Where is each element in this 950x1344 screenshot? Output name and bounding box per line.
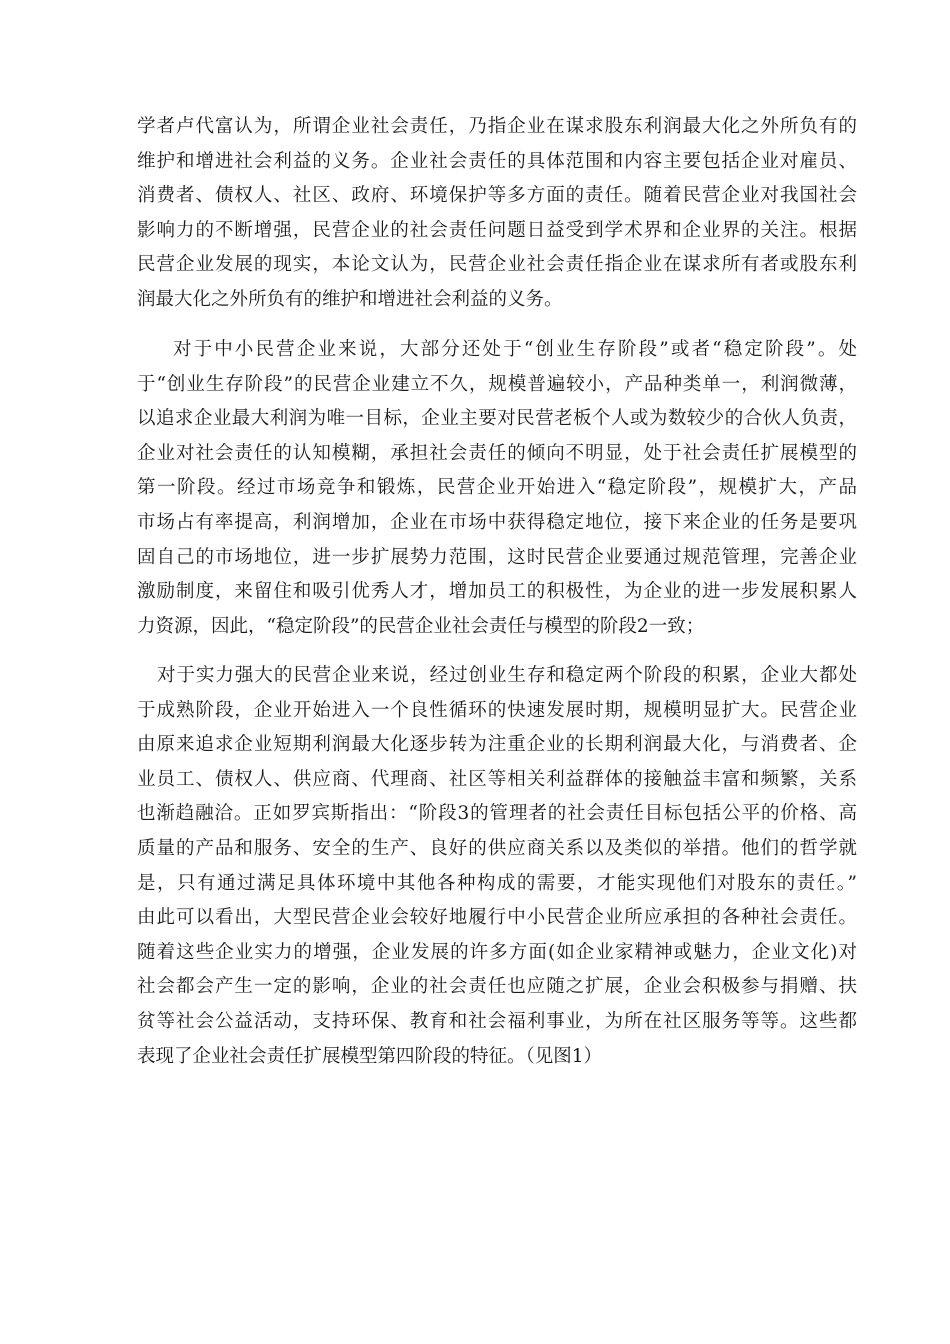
text-line: 学者卢代富认为，所谓企业社会责任，乃指企业在谋求股东利润最大化之外所负有的 [137, 116, 857, 137]
text-line: 社会都会产生一定的影响，企业的社会责任也应随之扩展，企业会积极参与捐赠、扶 [137, 976, 857, 998]
text-line: 贫等社会公益活动，支持环保、教育和社会福利事业，为所在社区服务等等。这些都 [137, 1010, 857, 1032]
paragraph-large-enterprises [137, 659, 857, 1074]
text-line: 表现了企业社会责任扩展模型第四阶段的特征。（见图1） [137, 1045, 603, 1067]
paragraph-small-medium-enterprises [137, 333, 857, 644]
text-line: 随着这些企业实力的增强，企业发展的许多方面(如企业家精神或魅力，企业文化)对 [137, 941, 857, 963]
text-line: 固自己的市场地位，进一步扩展势力范围，这时民营企业要通过规范管理，完善企业 [137, 546, 857, 568]
text-line: 消费者、债权人、社区、政府、环境保护等多方面的责任。随着民营企业对我国社会 [137, 185, 857, 207]
text-line: 影响力的不断增强，民营企业的社会责任问题日益受到学术界和企业界的关注。根据 [137, 219, 857, 241]
text-line: 业员工、债权人、供应商、代理商、社区等相关利益群体的接触益丰富和频繁，关系 [137, 768, 857, 790]
text-line: 激励制度，来留住和吸引优秀人才，增加员工的积极性，为企业的进一步发展积累人 [137, 581, 857, 603]
text-line: 于“创业生存阶段”的民营企业建立不久，规模普遍较小，产品种类单一，利润微薄， [137, 373, 857, 395]
text-line: 由此可以看出，大型民营企业会较好地履行中小民营企业所应承担的各种社会责任。 [137, 907, 857, 929]
text-line: 润最大化之外所负有的维护和增进社会利益的义务。 [137, 288, 563, 310]
text-line: 质量的产品和服务、安全的生产、良好的供应商关系以及类似的举措。他们的哲学就 [137, 837, 857, 859]
text-line: 也渐趋融洽。正如罗宾斯指出：“阶段3的管理者的社会责任目标包括公平的价格、高 [137, 803, 857, 825]
text-line: 由原来追求企业短期利润最大化逐步转为注重企业的长期利润最大化，与消费者、企 [137, 734, 857, 756]
text-line: 于成熟阶段，企业开始进入一个良性循环的快速发展时期，规模明显扩大。民营企业 [137, 699, 857, 721]
text-line: 市场占有率提高，利润增加，企业在市场中获得稳定地位，接下来企业的任务是要巩 [137, 511, 857, 533]
text-line: 民营企业发展的现实，本论文认为，民营企业社会责任指企业在谋求所有者或股东利 [137, 254, 857, 276]
text-line: 是，只有通过满足具体环境中其他各种构成的需要，才能实现他们对股东的责任。” [137, 872, 857, 894]
text-line: 第一阶段。经过市场竞争和锻炼，民营企业开始进入“稳定阶段”，规模扩大，产品 [137, 477, 857, 499]
paragraph-csr-definition [137, 110, 857, 318]
text-line: 对于中小民营企业来说，大部分还处于“创业生存阶段”或者“稳定阶段”。处 [173, 339, 857, 360]
text-line: 以追求企业最大利润为唯一目标，企业主要对民营老板个人或为数较少的合伙人负责， [137, 408, 857, 430]
text-line: 企业对社会责任的认知模糊，承担社会责任的倾向不明显，处于社会责任扩展模型的 [137, 442, 857, 464]
text-line: 对于实力强大的民营企业来说，经过创业生存和稳定两个阶段的积累，企业大都处 [157, 665, 857, 686]
text-line: 维护和增进社会利益的义务。企业社会责任的具体范围和内容主要包括企业对雇员、 [137, 150, 857, 172]
text-line: 力资源，因此，“稳定阶段”的民营企业社会责任与模型的阶段2一致； [137, 615, 705, 637]
